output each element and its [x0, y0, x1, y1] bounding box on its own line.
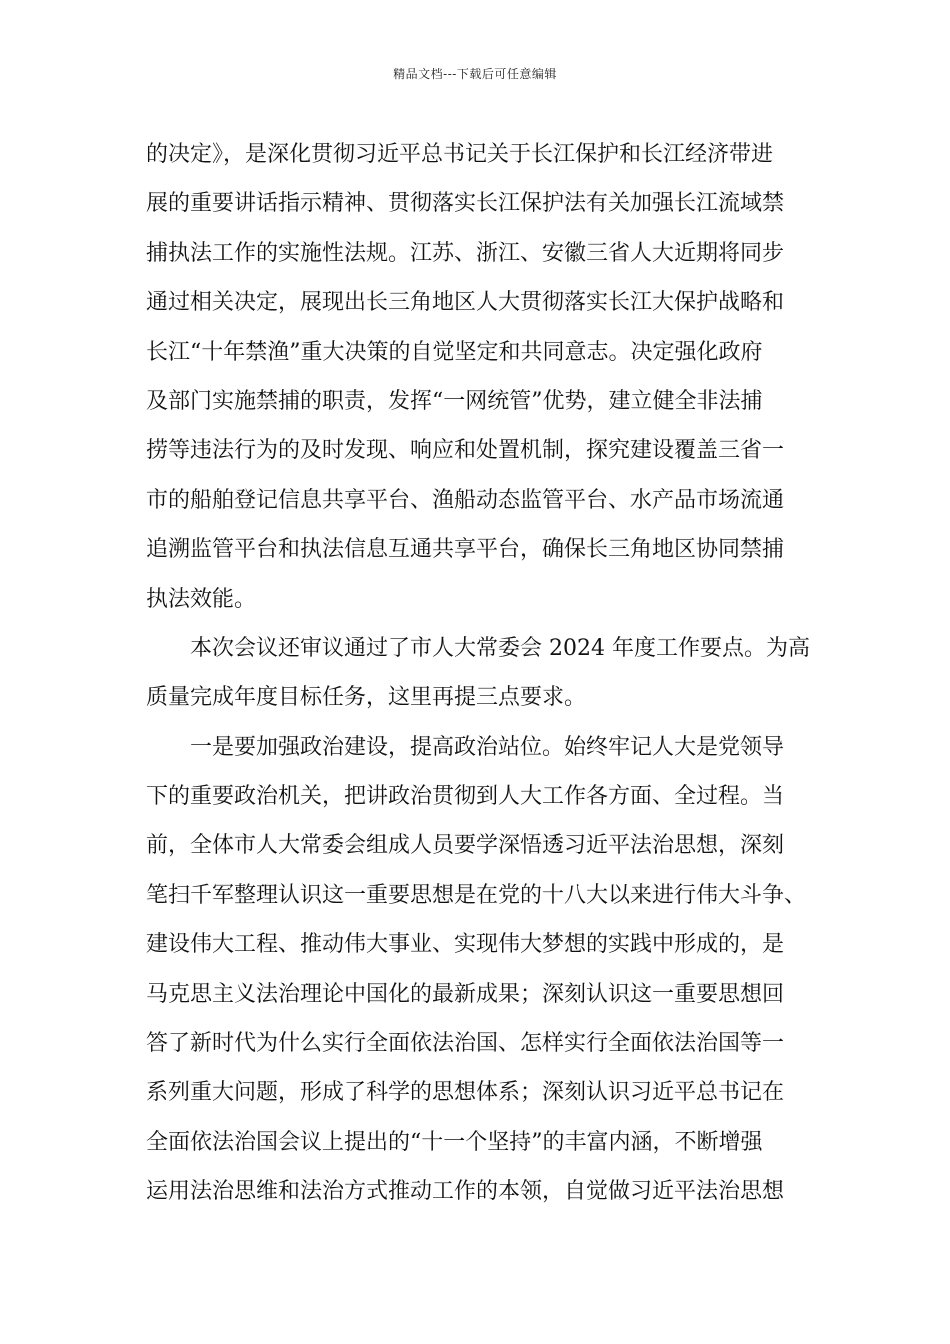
text-line: 笔扫千军整理认识这一重要思想是在党的十八大以来进行伟大斗争、	[146, 882, 807, 908]
text-line: 下的重要政治机关，把讲政治贯彻到人大工作各方面、全过程。当	[146, 784, 785, 810]
document-body	[146, 130, 810, 1217]
text-line: 捞等违法行为的及时发现、响应和处置机制，探究建设覆盖三省一	[146, 438, 785, 464]
text-line: 通过相关决定，展现出长三角地区人大贯彻落实长江大保护战略和	[146, 290, 785, 316]
text-line: 的决定》，是深化贯彻习近平总书记关于长江保护和长江经济带进	[146, 142, 774, 167]
text-line: 长江“十年禁渔”重大决策的自觉坚定和共同意志。决定强化政府	[146, 339, 763, 365]
text-line: 本次会议还审议通过了市人大常委会 2024 年度工作要点。为高	[190, 635, 810, 661]
text-line: 质量完成年度目标任务，这里再提三点要求。	[146, 685, 587, 711]
text-line: 追溯监管平台和执法信息互通共享平台，确保长三角地区协同禁捕	[146, 537, 785, 563]
text-line: 马克思主义法治理论中国化的最新成果；深刻认识这一重要思想回	[146, 981, 785, 1007]
text-line: 系列重大问题，形成了科学的思想体系；深刻认识习近平总书记在	[146, 1080, 785, 1106]
paragraph-3	[146, 723, 810, 1217]
page-header: 精品文档---下载后可任意编辑	[393, 67, 557, 81]
text-line: 市的船舶登记信息共享平台、渔船动态监管平台、水产品市场流通	[146, 487, 785, 513]
text-line: 及部门实施禁捕的职责，发挥“一网统管”优势，建立健全非法捕	[146, 388, 763, 414]
text-line: 前，全体市人大常委会组成人员要学深悟透习近平法治思想，深刻	[146, 833, 785, 859]
text-line: 答了新时代为什么实行全面依法治国、怎样实行全面依法治国等一	[146, 1031, 785, 1057]
text-line: 运用法治思维和法治方式推动工作的本领，自觉做习近平法治思想	[146, 1179, 785, 1205]
text-line: 全面依法治国会议上提出的“十一个坚持”的丰富内涵，不断增强	[146, 1129, 763, 1155]
text-line: 建设伟大工程、推动伟大事业、实现伟大梦想的实践中形成的，是	[146, 932, 785, 958]
paragraph-2	[146, 624, 810, 723]
paragraph-1	[146, 130, 810, 624]
text-line: 展的重要讲话指示精神、贯彻落实长江保护法有关加强长江流域禁	[146, 191, 785, 217]
text-line: 捕执法工作的实施性法规。江苏、浙江、安徽三省人大近期将同步	[146, 240, 785, 266]
text-line: 一是要加强政治建设，提高政治站位。始终牢记人大是党领导	[190, 734, 785, 760]
text-line: 执法效能。	[146, 586, 257, 612]
